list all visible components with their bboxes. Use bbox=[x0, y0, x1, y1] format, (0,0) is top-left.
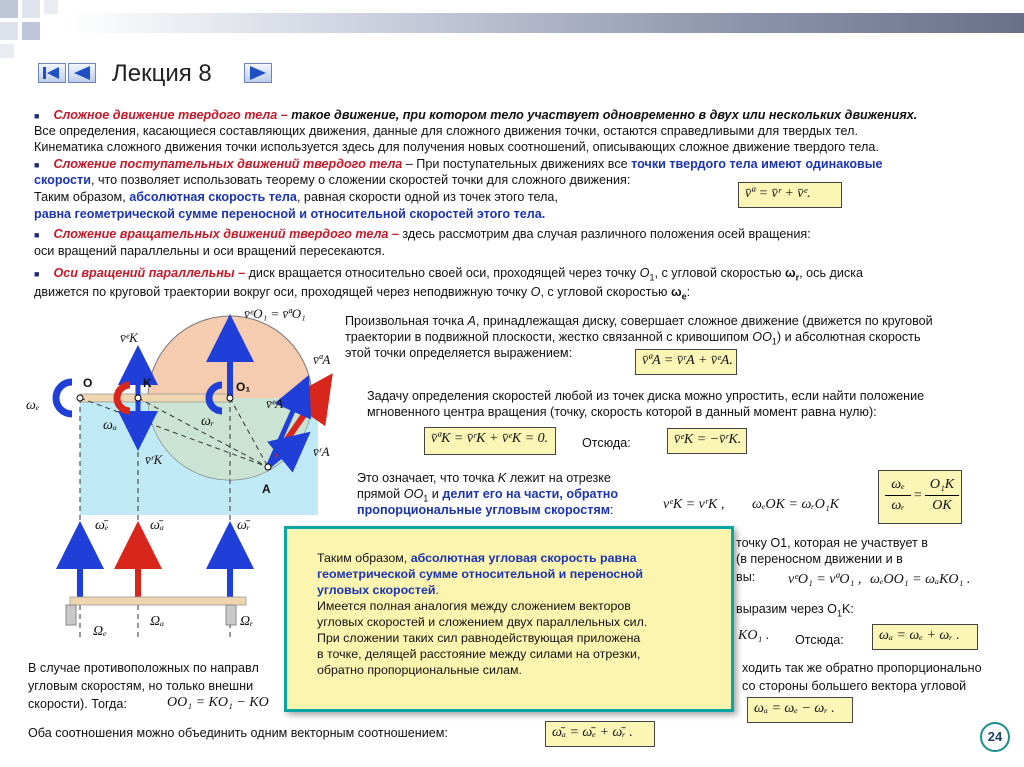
previous-slide-button[interactable] bbox=[68, 63, 96, 83]
point-k bbox=[135, 395, 141, 401]
ratio-left: ωₑ ωᵣ bbox=[885, 475, 911, 516]
base-bar bbox=[70, 597, 246, 605]
support-left bbox=[66, 605, 76, 625]
label-w-e: ωₑ bbox=[26, 398, 40, 413]
first-slide-button[interactable] bbox=[38, 63, 66, 83]
intro-line-10: ■ Оси вращений параллельны – диск вращается относительно своей оси, проходящей через точку $O_1$, с угловой скоростью $\omega_r$, ось диска bbox=[34, 266, 864, 283]
formula-vk-opp: v̄ᵉK = −v̄ʳK. bbox=[667, 428, 747, 454]
panel-line-4: Имеется полная аналогия между сложением векторов bbox=[317, 599, 631, 613]
label-w-r-vec: ω̄ᵣ bbox=[237, 518, 251, 533]
panel-line-1: Таким образом, абсолютная угловая скорость равна bbox=[317, 551, 637, 565]
label-v-kr: v̄ʳK bbox=[145, 452, 163, 467]
right-p3-line3: пропорциональные угловым скоростям: bbox=[357, 503, 614, 517]
page-number-badge bbox=[980, 722, 1010, 752]
label-o1: O₁ bbox=[236, 380, 251, 394]
formula-ko1: KO₁ . bbox=[738, 628, 770, 643]
formula-vk-equal: vᵉK = vʳK , bbox=[663, 497, 725, 512]
support-right bbox=[226, 605, 236, 625]
intro-line-9: оси вращений параллельны и оси вращений пересекаются. bbox=[34, 244, 385, 258]
panel-line-3: угловых скоростей. bbox=[317, 583, 439, 597]
label-v-ar: v̄ʳA bbox=[313, 444, 330, 459]
formula-omega-ok: ωₑOK = ωᵣO₁K bbox=[752, 497, 840, 512]
point-a bbox=[265, 464, 271, 470]
formula-omega-oo1: ωₑOO₁ = ωₐKO₁ . bbox=[870, 572, 971, 587]
previous-slide-icon bbox=[69, 64, 95, 82]
bottom-line-4: Оба соотношения можно объединить одним векторным соотношением: bbox=[28, 726, 448, 740]
intro-line-5: скорости, что позволяет использовать теорему о сложении скоростей точки для сложного движения: bbox=[34, 173, 631, 187]
intro-line-2: Все определения, касающиеся составляющих движения, данные для сложного движения точки, остаются справедливыми для твердых тел. bbox=[34, 124, 858, 138]
formula-omega-sum: ωₐ = ωₑ + ωᵣ . bbox=[872, 624, 978, 650]
label-w-a: ωₐ bbox=[103, 418, 117, 433]
bottom-line-1: В случае противоположных по направл bbox=[28, 661, 259, 675]
right-p3-line2: прямой $OO_1$ и делит его на части, обратно bbox=[357, 487, 619, 504]
label-v-ke: v̄ᵉK bbox=[120, 330, 138, 345]
intro-line-7: равна геометрической сумме переносной и относительной скоростей этого тела. bbox=[34, 207, 546, 221]
label-w-r: ωᵣ bbox=[201, 414, 215, 429]
next-slide-icon bbox=[245, 64, 271, 82]
label-w-a-vec: ω̄ₐ bbox=[150, 518, 164, 533]
label-k: K bbox=[143, 376, 152, 390]
right-p2-line1: Задачу определения скоростей любой из точек диска можно упростить, если найти положение bbox=[367, 389, 925, 403]
panel-line-2: геометрической сумме относительной и переносной bbox=[317, 567, 643, 581]
summary-panel bbox=[284, 526, 734, 712]
header-gradient-bar bbox=[66, 13, 1024, 33]
label-a: A bbox=[262, 482, 271, 496]
intro-line-8: ■ Сложение вращательных движений твердого тела – здесь рассмотрим два случая различного положения осей вращения: bbox=[34, 227, 811, 241]
hence-label-1: Отсюда: bbox=[582, 436, 631, 450]
page-title: Лекция 8 bbox=[112, 60, 212, 87]
right-fragment-2: (в переносном движении и в bbox=[736, 552, 903, 566]
label-v-o1: v̄ᵉO₁ = v̄ªO₁ bbox=[244, 306, 306, 321]
right-p2-line2: мгновенного центра вращения (точку, скорость которой в данный момент равна нулю): bbox=[367, 405, 877, 419]
intro-line-4: ■ Сложение поступательных движений твердого тела – При поступательных движениях все точки твердого тела имеют одинаковые bbox=[34, 157, 883, 171]
arc-we bbox=[56, 382, 72, 414]
page-number: 24 bbox=[987, 729, 1003, 744]
right-p1-line2: траектории в подвижной плоскости, жестко связанной с кривошипом $OO_1$) и абсолютная скорость bbox=[345, 330, 921, 347]
right-fragment-3: вы: bbox=[736, 570, 756, 584]
formula-va-point: v̄ªA = v̄ʳA + v̄ᵉA. bbox=[635, 349, 737, 375]
label-om-r: Ωᵣ bbox=[240, 614, 254, 629]
label-w-e-vec: ω̄ₑ bbox=[95, 518, 109, 533]
intro-line-11: движется по круговой траектории вокруг оси, проходящей через неподвижную точку O, с угловой скоростью $\omega_e$: bbox=[34, 285, 691, 302]
formula-oo1-diff: OO₁ = KO₁ − KO bbox=[167, 695, 269, 710]
intro-line-1: ■ Сложное движение твердого тела – такое движение, при котором тело участвует одновременно в двух или нескольких движениях. bbox=[34, 108, 918, 122]
point-o bbox=[77, 395, 83, 401]
panel-line-6: При сложении таких сил равнодействующая приложена bbox=[317, 631, 641, 645]
bottom-line-1-right: ходить так же обратно пропорционально bbox=[742, 661, 982, 675]
right-p3-line1: Это означает, что точка K лежит на отрезке bbox=[357, 471, 611, 485]
first-slide-icon bbox=[39, 64, 65, 82]
intro-line-6: Таким образом, абсолютная скорость тела, равная скорости одной из точек этого тела, bbox=[34, 190, 558, 204]
right-fragment-1: точку O1, которая не участвует в bbox=[736, 536, 928, 550]
formula-omega-vec: ω̄ₐ = ω̄ₑ + ω̄ᵣ . bbox=[545, 721, 655, 747]
panel-line-7: в точке, делящей расстояние между силами на отрезки, bbox=[317, 647, 641, 661]
bottom-line-3: скорости). Тогда: bbox=[28, 697, 127, 711]
bottom-line-2-right: со стороны большего вектора угловой bbox=[742, 679, 967, 693]
formula-ratio: ωₑ ωᵣ = O₁K OK bbox=[878, 470, 962, 524]
label-o: O bbox=[83, 376, 93, 390]
right-p1-line1: Произвольная точка A, принадлежащая диску, совершает сложное движение (движется по круговой bbox=[345, 314, 933, 328]
formula-vo1: vᵉO₁ = vªO₁ , bbox=[788, 572, 862, 587]
panel-line-8: обратно пропорциональные силам. bbox=[317, 663, 522, 677]
label-om-e: Ωₑ bbox=[93, 624, 107, 639]
formula-vk-zero: v̄ªK = v̄ʳK + v̄ᵉK = 0. bbox=[424, 427, 556, 455]
panel-line-5: угловых скоростей и сложением двух параллельных сил. bbox=[317, 615, 648, 629]
label-v-ae: v̄ᵉA bbox=[266, 396, 284, 411]
hence-label-2: Отсюда: bbox=[795, 633, 844, 647]
ratio-right: O₁K OK bbox=[925, 475, 959, 516]
point-o1 bbox=[227, 395, 233, 401]
bottom-line-2: угловым скоростям, но только внешни bbox=[28, 679, 254, 693]
label-om-a: Ωₐ bbox=[150, 614, 165, 629]
formula-omega-diff: ωₐ = ωₑ − ωᵣ . bbox=[747, 697, 853, 723]
next-slide-button[interactable] bbox=[244, 63, 272, 83]
right-fragment-4: выразим через $O_1K$: bbox=[736, 602, 854, 619]
intro-line-3: Кинематика сложного движения точки используется здесь для получения новых соотношений, описывающих сложное движение твердого тела. bbox=[34, 140, 879, 154]
label-v-aa: v̄ªA bbox=[313, 352, 331, 367]
right-p1-line3: этой точки определяется выражением: bbox=[345, 346, 573, 360]
formula-translational: v̄ª = v̄ʳ + v̄ᵉ. bbox=[738, 182, 842, 208]
